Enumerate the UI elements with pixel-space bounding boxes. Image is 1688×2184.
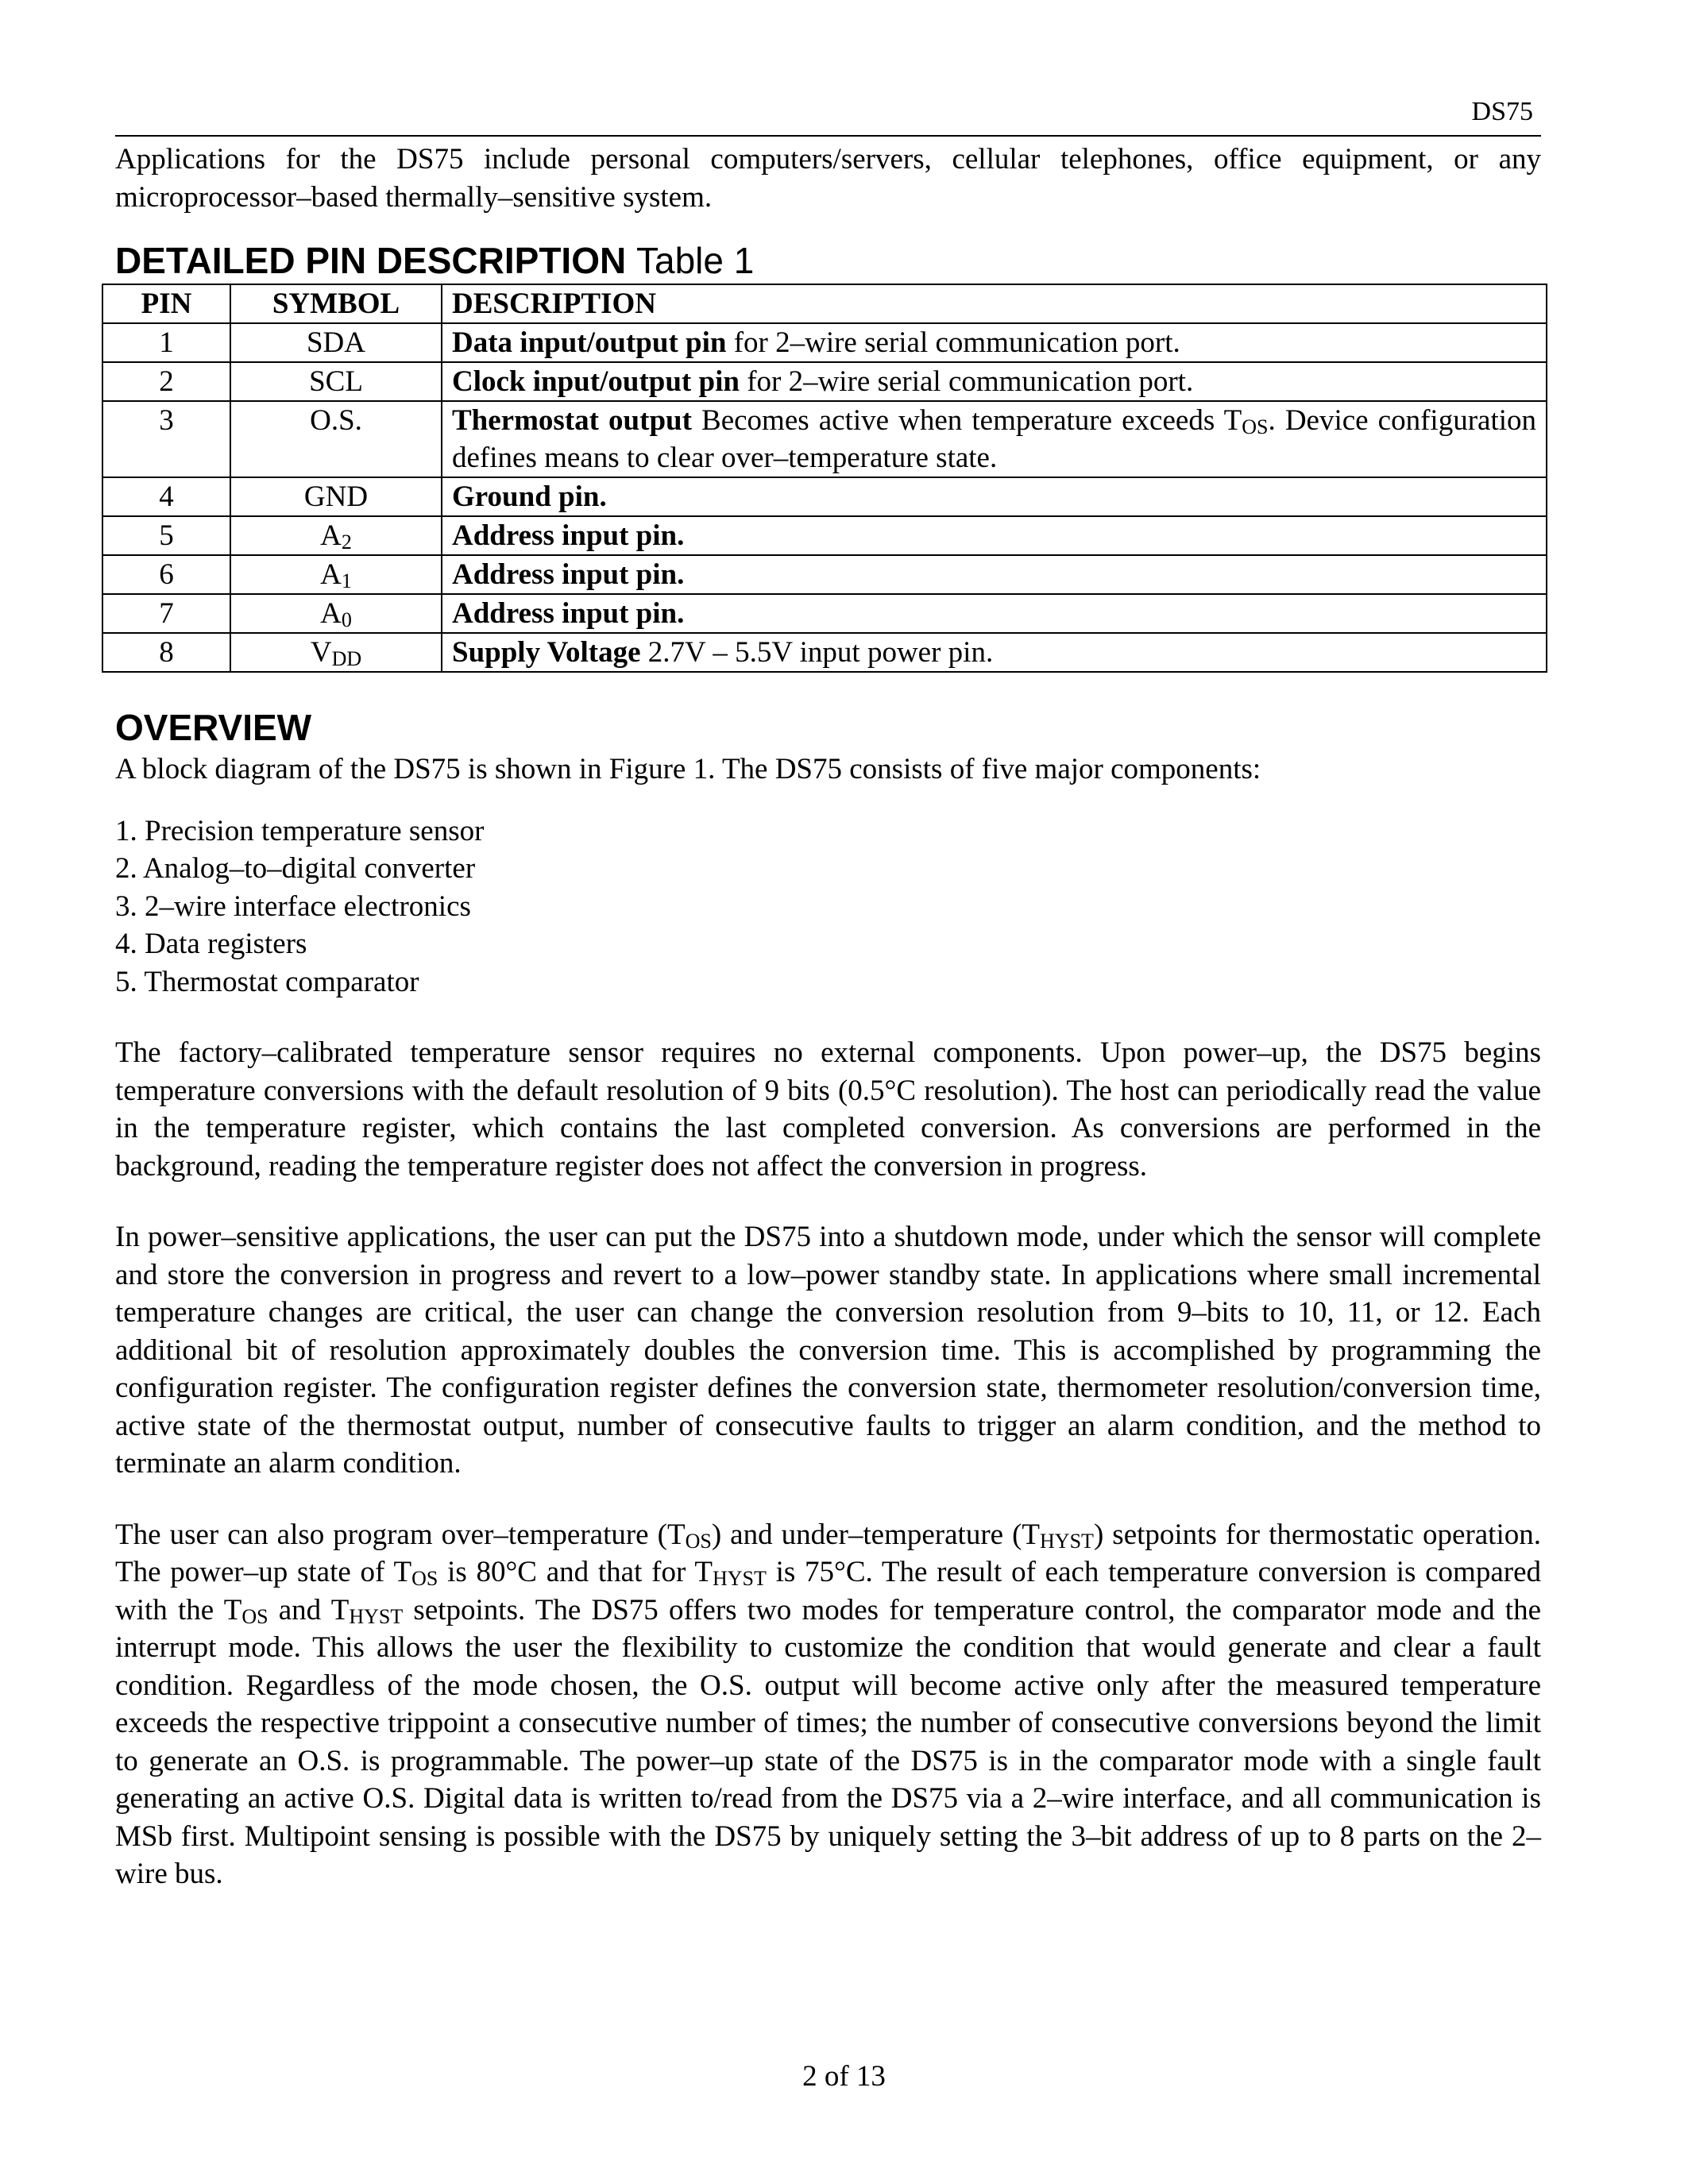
cell-pin: 4 xyxy=(102,477,230,516)
table-row xyxy=(102,516,1547,555)
running-header xyxy=(115,95,1541,137)
paragraph-sensor: The factory–calibrated temperature sensor requires no external components. Upon power–up, the DS75 begins temperature conversions with the default resolution of 9 bits (0.5°C resolution). The host can periodically read the value in the temperature register, which contains the last completed conversion. As conversions are performed in the background, reading the temperature register does not affect the conversion in progress. xyxy=(115,1036,1541,1183)
cell-symbol: O.S. xyxy=(230,401,442,477)
cell-pin: 2 xyxy=(102,362,230,401)
cell-description xyxy=(442,594,1547,633)
component-list xyxy=(115,812,1541,1001)
col-header-pin: PIN xyxy=(102,284,230,323)
cell-symbol: A0 xyxy=(230,594,442,633)
pin-table xyxy=(102,284,1547,673)
list-item: 3. 2–wire interface electronics xyxy=(115,889,471,923)
cell-description: Supply Voltage 2.7V – 5.5V input power pin. xyxy=(442,633,1547,672)
intro-paragraph: Applications for the DS75 include personal computers/servers, cellular telephones, office equipment, or any microprocessor–based thermally–sensitive system. xyxy=(115,143,1541,214)
cell-description: Thermostat output Becomes active when temperature exceeds TOS. Device configuration defines means to clear over–temperature state. xyxy=(442,401,1547,477)
cell-description: Data input/output pin for 2–wire serial communication port. xyxy=(442,323,1547,362)
cell-pin: 1 xyxy=(102,323,230,362)
cell-symbol: GND xyxy=(230,477,442,516)
table-label: Table 1 xyxy=(635,240,755,281)
cell-symbol: A1 xyxy=(230,555,442,594)
table-header-row xyxy=(102,284,1547,323)
cell-symbol: SCL xyxy=(230,362,442,401)
description-bold: Address input pin. xyxy=(452,558,685,591)
cell-pin: 3 xyxy=(102,401,230,477)
table-row xyxy=(102,362,1547,401)
description-bold: Ground pin. xyxy=(452,480,607,513)
description-bold: Clock input/output pin xyxy=(452,365,740,398)
table-row xyxy=(102,594,1547,633)
cell-description: Clock input/output pin for 2–wire serial communication port. xyxy=(442,362,1547,401)
cell-symbol: VDD xyxy=(230,633,442,672)
document-page xyxy=(115,95,1541,1893)
cell-pin: 8 xyxy=(102,633,230,672)
description-bold: Supply Voltage xyxy=(452,636,641,669)
table-row xyxy=(102,633,1547,672)
list-item: 4. Data registers xyxy=(115,928,307,960)
table-row xyxy=(102,555,1547,594)
table-row xyxy=(102,477,1547,516)
cell-symbol: A2 xyxy=(230,516,442,555)
overview-heading: OVERVIEW xyxy=(115,707,312,748)
cell-pin: 6 xyxy=(102,555,230,594)
description-bold: Thermostat output xyxy=(452,404,692,437)
list-item: 1. Precision temperature sensor xyxy=(115,814,485,847)
cell-pin: 7 xyxy=(102,594,230,633)
paragraph-power: In power–sensitive applications, the user can put the DS75 into a shutdown mode, under which the sensor will complete and store the conversion in progress and revert to a low–power standby state. In applications where small incremental temperature changes are critical, the user can change the conversion resolution from 9–bits to 10, 11, or 12. Each additional bit of resolution approximately doubles the conversion time. This is accomplished by programming the configuration register. The configuration register defines the conversion state, thermometer resolution/conversion time, active state of the thermostat output, number of consecutive faults to trigger an alarm condition, and the method to terminate an alarm condition. xyxy=(115,1221,1541,1480)
description-bold: Address input pin. xyxy=(452,597,685,630)
description-bold: Data input/output pin xyxy=(452,326,727,359)
pin-section-heading xyxy=(115,237,1541,284)
page-number: 2 of 13 xyxy=(802,2060,886,2093)
cell-symbol: SDA xyxy=(230,323,442,362)
pin-section-title: DETAILED PIN DESCRIPTION xyxy=(115,240,627,281)
cell-description xyxy=(442,516,1547,555)
table-row xyxy=(102,323,1547,362)
col-header-description: DESCRIPTION xyxy=(442,284,1547,323)
cell-description xyxy=(442,477,1547,516)
description-bold: Address input pin. xyxy=(452,519,685,552)
list-item: 2. Analog–to–digital converter xyxy=(115,852,476,885)
list-item: 5. Thermostat comparator xyxy=(115,965,419,998)
doc-id: DS75 xyxy=(1471,97,1533,126)
col-header-symbol: SYMBOL xyxy=(230,284,442,323)
table-row xyxy=(102,401,1547,477)
overview-lead: A block diagram of the DS75 is shown in Figure 1. The DS75 consists of five major components: xyxy=(115,753,1261,785)
paragraph-thermostat: The user can also program over–temperature (TOS) and under–temperature (THYST) setpoints for thermostatic operation. The power–up state of TOS is 80°C and that for THYST is 75°C. The result of each temperature conversion is compared with the TOS and THYST setpoints. The DS75 offers two modes for temperature control, the comparator mode and the interrupt mode. This allows the user the flexibility to customize the condition that would generate and clear a fault condition. Regardless of the mode chosen, the O.S. output will become active only after the measured temperature exceeds the respective trippoint a consecutive number of times; the number of consecutive conversions beyond the limit to generate an O.S. is programmable. The power–up state of the DS75 is in the comparator mode with a single fault generating an active O.S. Digital data is written to/read from the DS75 via a 2–wire interface, and all communication is MSb first. Multipoint sensing is possible with the DS75 by uniquely setting the 3–bit address of up to 8 parts on the 2–wire bus. xyxy=(115,1518,1542,1890)
cell-description xyxy=(442,555,1547,594)
cell-pin: 5 xyxy=(102,516,230,555)
